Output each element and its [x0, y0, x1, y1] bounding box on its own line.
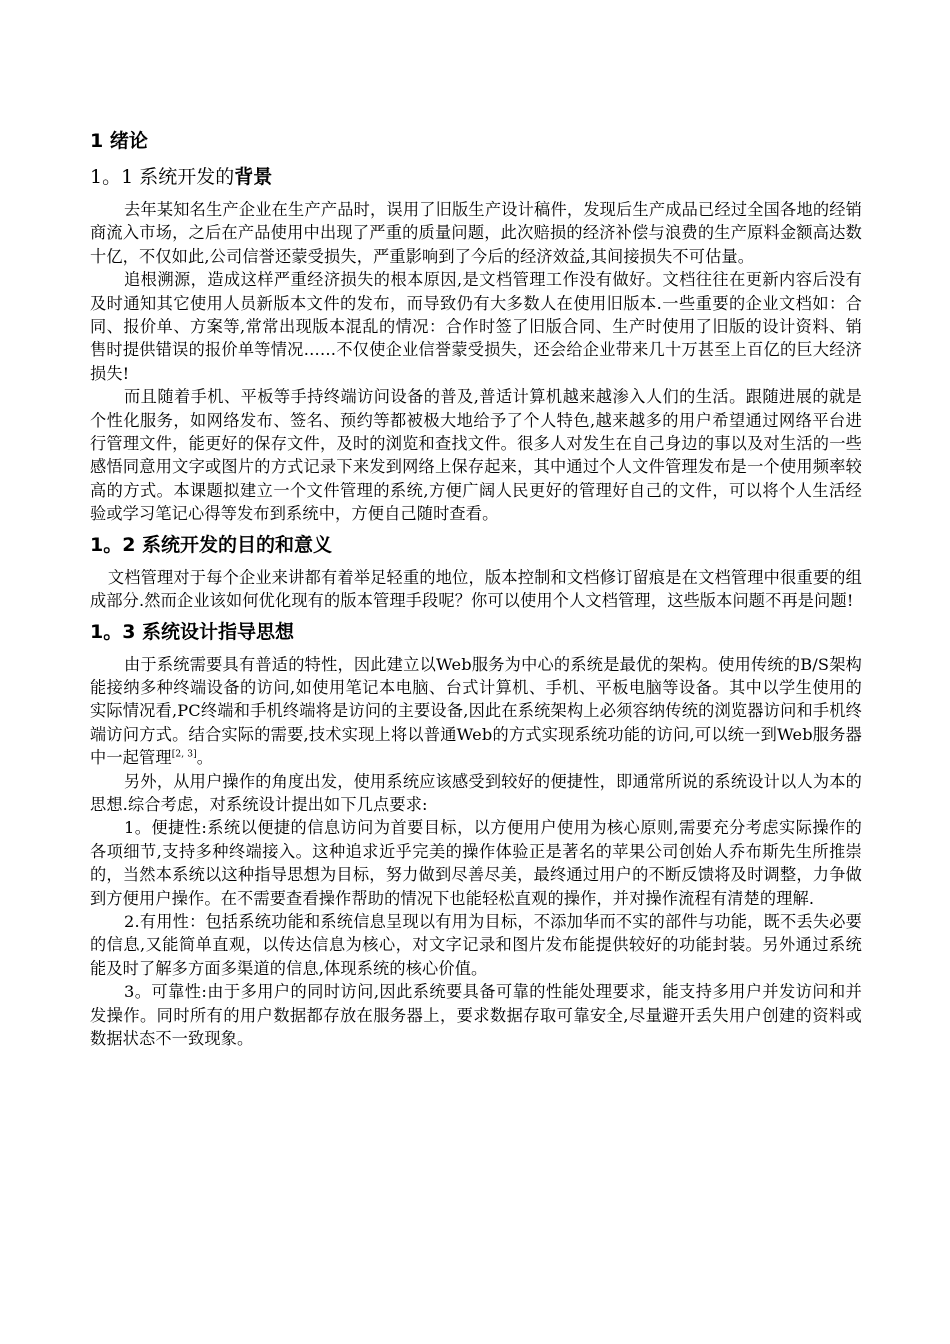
paragraph-text: 由于系统需要具有普适的特性，因此建立以Web服务为中心的系统是最优的架构。使用传统的B/S架构能接纳多种终端设备的访问,如使用笔记本电脑、台式计算机、手机、平板电脑等设备。其中以学生使用的实际情况看,PC终端和手机终端将是访问的主要设备,因此在系统架构上必须容纳传统的浏览器访问和手机终端访问方式。结合实际的需要,技术实现上将以普通Web的方式实现系统功能的访问,可以统一到Web服务器中一起管理	[90, 654, 862, 768]
paragraph: 追根溯源，造成这样严重经济损失的根本原因,是文档管理工作没有做好。文档往往在更新内容后没有及时通知其它使用人员新版本文件的发布，而导致仍有大多数人在使用旧版本.一些重要的企业文档如：合同、报价单、方案等,常常出现版本混乱的情况：合作时签了旧版合同、生产时使用了旧版的设计资料、销售时提供错误的报价单等情况……不仅使企业信誉蒙受损失，还会给企业带来几十万甚至上百亿的巨大经济损失!	[90, 270, 862, 383]
section-1-3-title: 1。3 系统设计指导思想	[90, 620, 295, 643]
section-1-1-title	[90, 164, 862, 190]
section-title-bold: 背景	[234, 166, 273, 188]
paragraph	[90, 653, 862, 770]
paragraph: 2.有用性：包括系统功能和系统信息呈现以有用为目标，不添加华而不实的部件与功能，既不丢失必要的信息,又能简单直观，以传达信息为核心，对文字记录和图片发布能提供较好的功能封装。另外通过系统能及时了解多方面多渠道的信息,体现系统的核心价值。	[90, 911, 862, 978]
paragraph: 去年某知名生产企业在生产产品时，误用了旧版生产设计稿件，发现后生产成品已经过全国各地的经销商流入市场，之后在产品使用中出现了严重的质量问题，此次赔损的经济补偿与浪费的生产原料金额高达数十亿，不仅如此,公司信誉还蒙受损失，严重影响到了今后的经济效益,其间接损失不可估量。	[90, 200, 862, 266]
document-page	[90, 128, 862, 1050]
paragraph: 而且随着手机、平板等手持终端访问设备的普及,普适计算机越来越渗入人们的生活。跟随进展的就是个性化服务，如网络发布、签名、预约等都被极大地给予了个人特色,越来越多的用户希望通过网络平台进行管理文件，能更好的保存文件，及时的浏览和查找文件。很多人对发生在自己身边的事以及对生活的一些感悟同意用文字或图片的方式记录下来发到网络上保存起来，其中通过个人文件管理发布是一个使用频率较高的方式。本课题拟建立一个文件管理的系统,方便广阔人民更好的管理好自己的文件，可以将个人生活经验或学习笔记心得等发布到系统中，方便自己随时查看。	[90, 387, 862, 524]
paragraph: 1。便捷性:系统以便捷的信息访问为首要目标，以方便用户使用为核心原则,需要充分考虑实际操作的各项细节,支持多种终端接入。这种追求近乎完美的操作体验正是著名的苹果公司创始人乔布斯先生所推崇的，当然本系统以这种指导思想为目标，努力做到尽善尽美，最终通过用户的不断反馈将及时调整，力争做到方便用户操作。在不需要查看操作帮助的情况下也能轻松直观的操作，并对操作流程有清楚的理解.	[90, 818, 862, 908]
paragraph-end: 。	[196, 748, 214, 768]
paragraph: 另外，从用户操作的角度出发，使用系统应该感受到较好的便捷性，即通常所说的系统设计以人为本的思想.综合考虑，对系统设计提出如下几点要求:	[90, 771, 862, 814]
citation: [2, 3]	[171, 749, 197, 760]
paragraph: 文档管理对于每个企业来讲都有着举足轻重的地位，版本控制和文档修订留痕是在文档管理中很重要的组成部分.然而企业该如何优化现有的版本管理手段呢？你可以使用个人文档管理，这些版本问题不再是问题!	[90, 567, 862, 611]
paragraph: 3。可靠性:由于多用户的同时访问,因此系统要具备可靠的性能处理要求，能支持多用户并发访问和并发操作。同时所有的用户数据都存放在服务器上，要求数据存取可靠安全,尽量避开丢失用户创建的资料或数据状态不一致现象。	[90, 982, 862, 1048]
chapter-title: 1 绪论	[90, 130, 148, 152]
section-1-2-title: 1。2 系统开发的目的和意义	[90, 533, 333, 556]
section-title-prefix: 1。1 系统开发的	[90, 166, 235, 188]
